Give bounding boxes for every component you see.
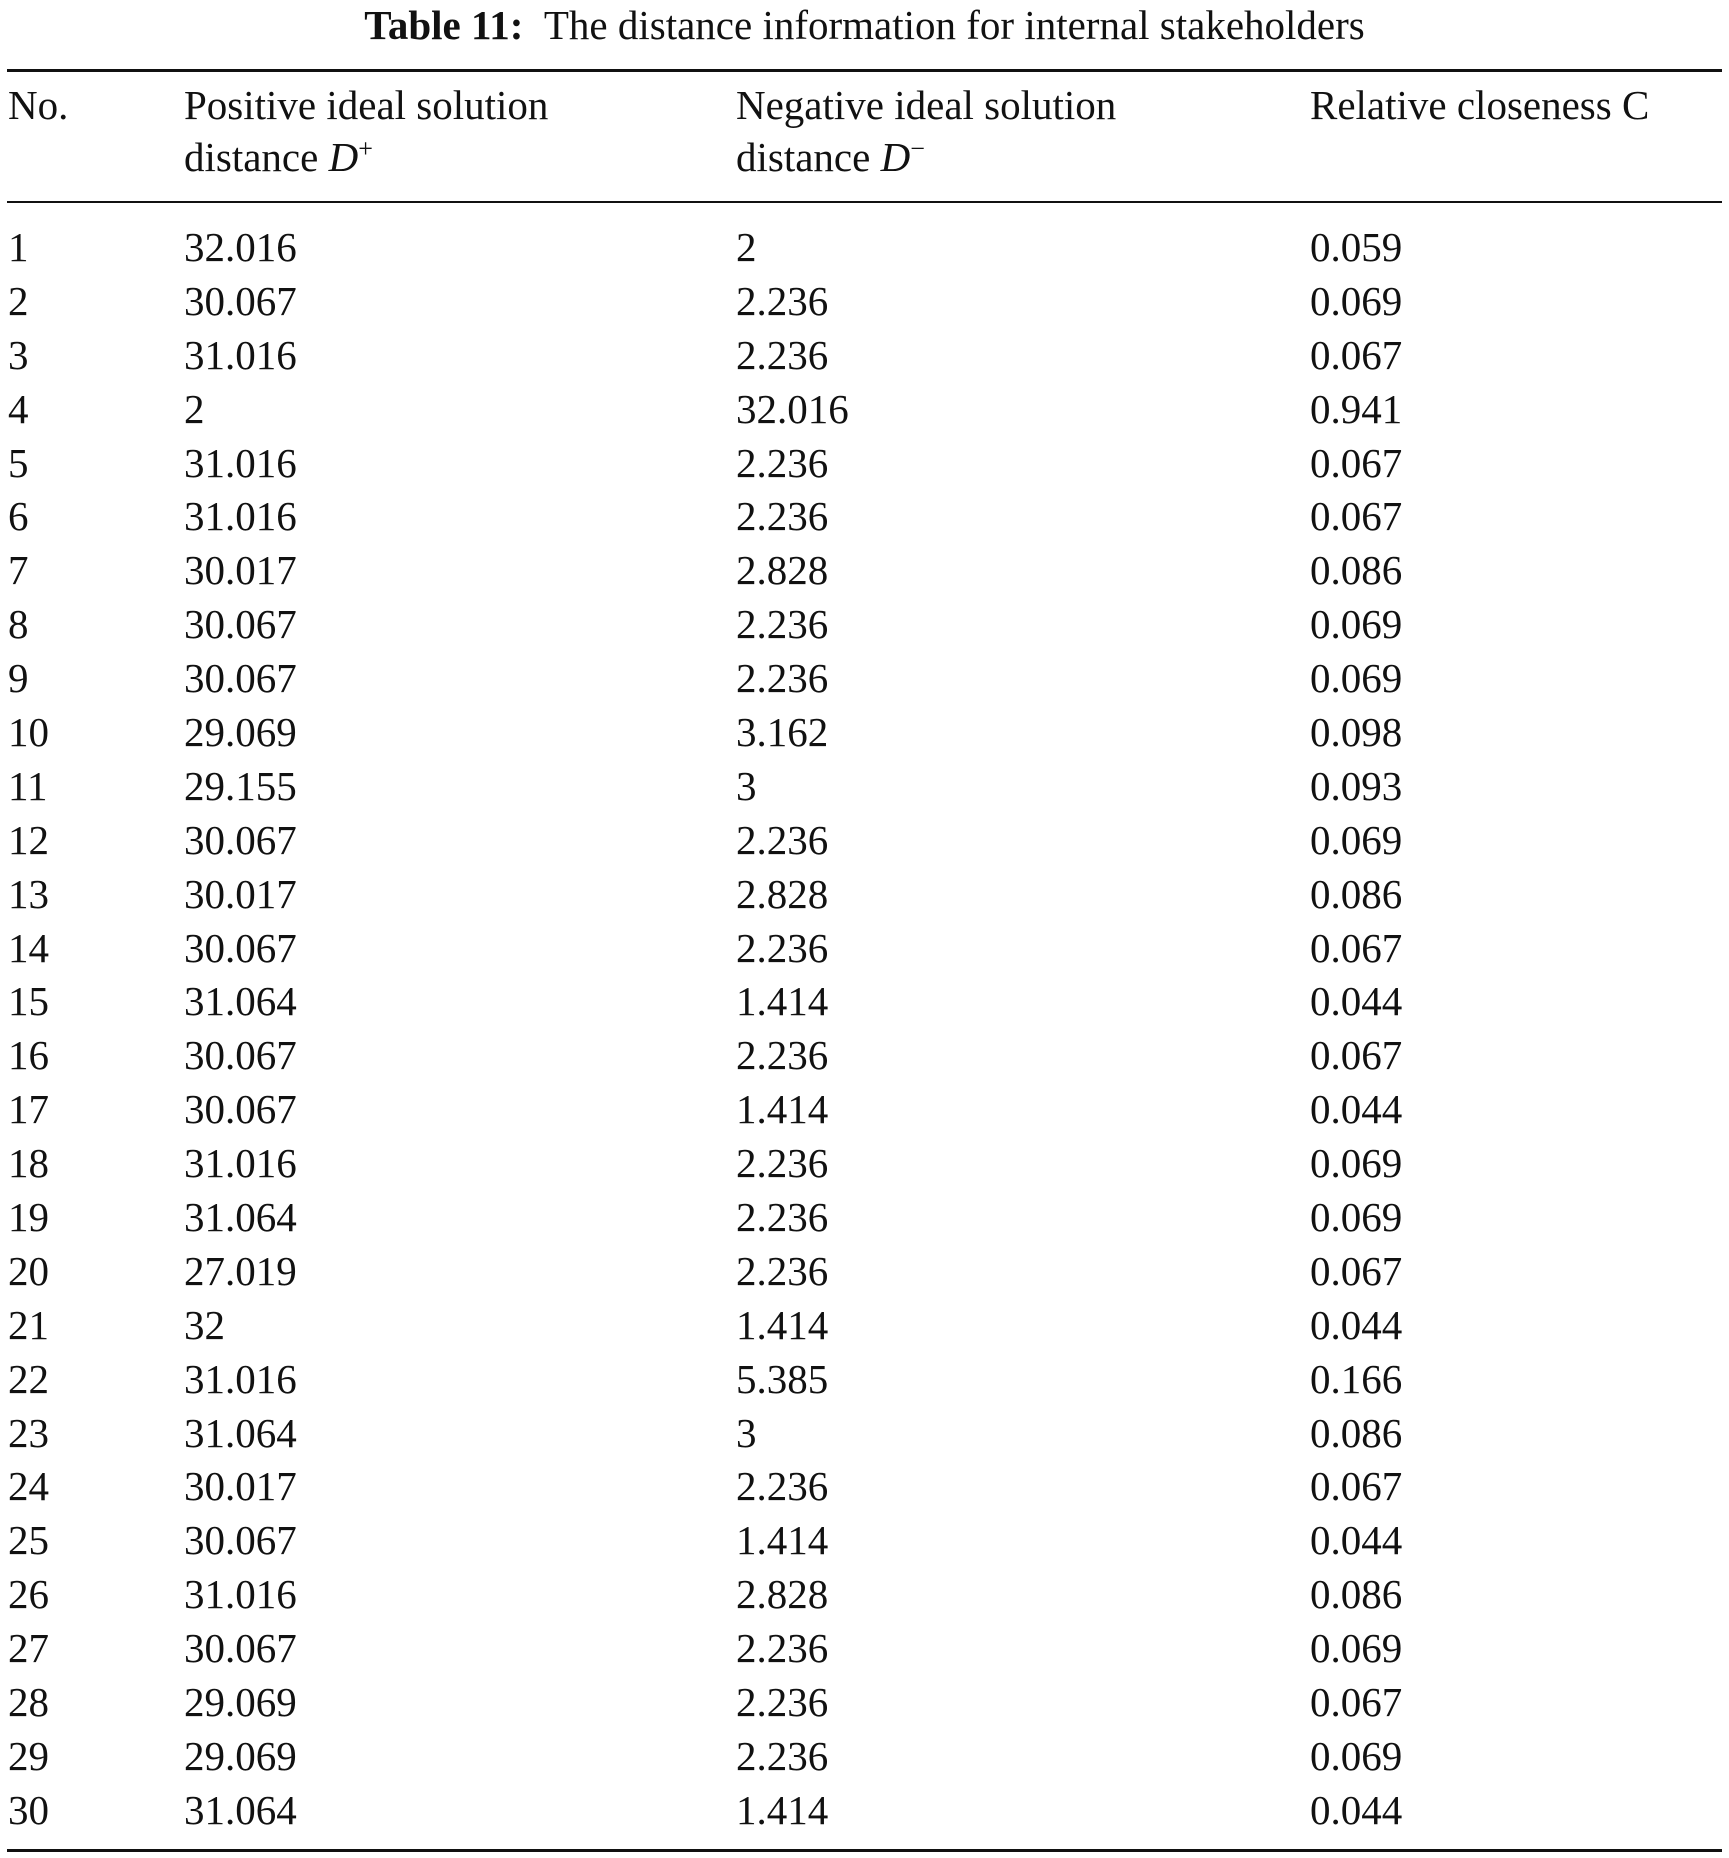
cell-relative-closeness: 0.067 bbox=[1310, 1032, 1403, 1079]
table-row bbox=[0, 651, 1729, 705]
cell-no: 12 bbox=[8, 816, 49, 863]
cell-positive-distance: 31.016 bbox=[184, 1571, 297, 1618]
cell-negative-distance: 2.828 bbox=[736, 1571, 829, 1618]
cell-positive-distance: 31.064 bbox=[184, 978, 297, 1025]
table-row bbox=[0, 543, 1729, 597]
cell-relative-closeness: 0.059 bbox=[1310, 224, 1403, 270]
cell-negative-distance: 2.236 bbox=[736, 493, 829, 540]
cell-relative-closeness: 0.067 bbox=[1310, 439, 1403, 486]
table-caption-text: The distance information for internal stakeholders bbox=[543, 2, 1365, 48]
cell-negative-distance: 2.236 bbox=[736, 924, 829, 971]
header-negative-line1: Negative ideal solution bbox=[736, 82, 1117, 128]
cell-no: 11 bbox=[8, 762, 48, 809]
cell-negative-distance: 2.236 bbox=[736, 816, 829, 863]
cell-negative-distance: 1.414 bbox=[736, 1301, 829, 1348]
cell-negative-distance: 2.236 bbox=[736, 1032, 829, 1079]
cell-relative-closeness: 0.069 bbox=[1310, 1194, 1403, 1241]
header-no: No. bbox=[8, 82, 69, 128]
cell-relative-closeness: 0.044 bbox=[1310, 978, 1403, 1025]
cell-relative-closeness: 0.069 bbox=[1310, 655, 1403, 702]
table-row bbox=[0, 489, 1729, 543]
cell-no: 21 bbox=[8, 1301, 49, 1348]
cell-relative-closeness: 0.069 bbox=[1310, 1625, 1403, 1672]
cell-positive-distance: 30.067 bbox=[184, 277, 297, 324]
cell-no: 3 bbox=[8, 331, 29, 378]
cell-relative-closeness: 0.067 bbox=[1310, 1247, 1403, 1294]
cell-relative-closeness: 0.069 bbox=[1310, 816, 1403, 863]
cell-no: 29 bbox=[8, 1732, 49, 1779]
cell-relative-closeness: 0.044 bbox=[1310, 1086, 1403, 1133]
table-row bbox=[0, 436, 1729, 490]
header-negative-line2: distance bbox=[736, 134, 881, 180]
header-positive-line2: distance bbox=[184, 134, 329, 180]
table-row bbox=[0, 759, 1729, 813]
cell-relative-closeness: 0.093 bbox=[1310, 762, 1403, 809]
table-row bbox=[0, 1082, 1729, 1136]
cell-no: 17 bbox=[8, 1086, 49, 1133]
cell-relative-closeness: 0.098 bbox=[1310, 709, 1403, 756]
cell-relative-closeness: 0.044 bbox=[1310, 1786, 1403, 1833]
cell-no: 9 bbox=[8, 655, 29, 702]
header-positive-sup: + bbox=[358, 134, 373, 163]
cell-no: 28 bbox=[8, 1679, 49, 1726]
cell-negative-distance: 2.236 bbox=[736, 1463, 829, 1510]
cell-no: 16 bbox=[8, 1032, 49, 1079]
cell-no: 30 bbox=[8, 1786, 49, 1833]
table-row bbox=[0, 1406, 1729, 1460]
cell-no: 13 bbox=[8, 870, 49, 917]
cell-no: 14 bbox=[8, 924, 49, 971]
cell-no: 27 bbox=[8, 1625, 49, 1672]
cell-positive-distance: 30.017 bbox=[184, 547, 297, 594]
table-row bbox=[0, 867, 1729, 921]
cell-negative-distance: 32.016 bbox=[736, 385, 849, 432]
cell-positive-distance: 29.155 bbox=[184, 762, 297, 809]
header-positive-symbol: D bbox=[328, 134, 359, 180]
cell-negative-distance: 1.414 bbox=[736, 978, 829, 1025]
table-row bbox=[0, 1513, 1729, 1567]
table-row bbox=[0, 813, 1729, 867]
cell-negative-distance: 3.162 bbox=[736, 709, 829, 756]
table-row bbox=[0, 1136, 1729, 1190]
table-row bbox=[0, 1028, 1729, 1082]
cell-positive-distance: 30.067 bbox=[184, 1032, 297, 1079]
header-negative-sup: − bbox=[910, 134, 925, 163]
table-row bbox=[0, 705, 1729, 759]
cell-no: 26 bbox=[8, 1571, 49, 1618]
cell-positive-distance: 30.017 bbox=[184, 870, 297, 917]
cell-positive-distance: 30.017 bbox=[184, 1463, 297, 1510]
cell-no: 8 bbox=[8, 601, 29, 648]
cell-positive-distance: 31.064 bbox=[184, 1786, 297, 1833]
cell-relative-closeness: 0.069 bbox=[1310, 1140, 1403, 1187]
cell-no: 5 bbox=[8, 439, 29, 486]
cell-positive-distance: 31.064 bbox=[184, 1409, 297, 1456]
cell-relative-closeness: 0.069 bbox=[1310, 1732, 1403, 1779]
cell-positive-distance: 30.067 bbox=[184, 1517, 297, 1564]
cell-negative-distance: 2.236 bbox=[736, 1625, 829, 1672]
cell-positive-distance: 30.067 bbox=[184, 924, 297, 971]
cell-positive-distance: 30.067 bbox=[184, 601, 297, 648]
header-negative-distance bbox=[736, 79, 1116, 183]
cell-positive-distance: 30.067 bbox=[184, 816, 297, 863]
cell-negative-distance: 2.236 bbox=[736, 1194, 829, 1241]
cell-positive-distance: 30.067 bbox=[184, 1086, 297, 1133]
table-row bbox=[0, 220, 1729, 274]
cell-negative-distance: 3 bbox=[736, 762, 757, 809]
cell-no: 6 bbox=[8, 493, 29, 540]
cell-negative-distance: 1.414 bbox=[736, 1086, 829, 1133]
cell-positive-distance: 31.016 bbox=[184, 439, 297, 486]
cell-negative-distance: 3 bbox=[736, 1409, 757, 1456]
cell-relative-closeness: 0.166 bbox=[1310, 1355, 1403, 1402]
cell-no: 10 bbox=[8, 709, 49, 756]
cell-positive-distance: 29.069 bbox=[184, 1732, 297, 1779]
table-row bbox=[0, 1567, 1729, 1621]
cell-no: 20 bbox=[8, 1247, 49, 1294]
cell-positive-distance: 32.016 bbox=[184, 224, 297, 270]
table-row bbox=[0, 1621, 1729, 1675]
table-row bbox=[0, 1783, 1729, 1837]
cell-no: 18 bbox=[8, 1140, 49, 1187]
cell-positive-distance: 29.069 bbox=[184, 709, 297, 756]
cell-no: 22 bbox=[8, 1355, 49, 1402]
cell-relative-closeness: 0.086 bbox=[1310, 870, 1403, 917]
cell-relative-closeness: 0.941 bbox=[1310, 385, 1403, 432]
table-bottom-rule bbox=[7, 1849, 1722, 1852]
table-row bbox=[0, 274, 1729, 328]
cell-negative-distance: 2.828 bbox=[736, 547, 829, 594]
cell-relative-closeness: 0.069 bbox=[1310, 601, 1403, 648]
cell-negative-distance: 2.236 bbox=[736, 1247, 829, 1294]
cell-negative-distance: 2.828 bbox=[736, 870, 829, 917]
table-header-rule bbox=[7, 201, 1722, 203]
cell-negative-distance: 2.236 bbox=[736, 601, 829, 648]
cell-relative-closeness: 0.044 bbox=[1310, 1517, 1403, 1564]
cell-relative-closeness: 0.067 bbox=[1310, 1679, 1403, 1726]
cell-no: 15 bbox=[8, 978, 49, 1025]
cell-positive-distance: 2 bbox=[184, 385, 205, 432]
cell-relative-closeness: 0.067 bbox=[1310, 331, 1403, 378]
cell-relative-closeness: 0.069 bbox=[1310, 277, 1403, 324]
cell-positive-distance: 30.067 bbox=[184, 1625, 297, 1672]
cell-relative-closeness: 0.044 bbox=[1310, 1301, 1403, 1348]
table-row bbox=[0, 1675, 1729, 1729]
cell-negative-distance: 1.414 bbox=[736, 1786, 829, 1833]
cell-positive-distance: 29.069 bbox=[184, 1679, 297, 1726]
cell-positive-distance: 31.016 bbox=[184, 493, 297, 540]
cell-negative-distance: 2.236 bbox=[736, 1679, 829, 1726]
cell-negative-distance: 2.236 bbox=[736, 655, 829, 702]
header-relative-closeness: Relative closeness C bbox=[1310, 82, 1650, 128]
cell-relative-closeness: 0.086 bbox=[1310, 1571, 1403, 1618]
table-row bbox=[0, 382, 1729, 436]
cell-negative-distance: 2 bbox=[736, 224, 757, 270]
cell-negative-distance: 2.236 bbox=[736, 1732, 829, 1779]
header-positive-line1: Positive ideal solution bbox=[184, 82, 549, 128]
table-top-rule bbox=[7, 69, 1722, 72]
cell-relative-closeness: 0.067 bbox=[1310, 1463, 1403, 1510]
table-row bbox=[0, 1190, 1729, 1244]
cell-positive-distance: 31.016 bbox=[184, 1140, 297, 1187]
cell-negative-distance: 2.236 bbox=[736, 439, 829, 486]
cell-positive-distance: 31.016 bbox=[184, 331, 297, 378]
cell-negative-distance: 2.236 bbox=[736, 331, 829, 378]
cell-positive-distance: 32 bbox=[184, 1301, 225, 1348]
cell-negative-distance: 2.236 bbox=[736, 277, 829, 324]
cell-relative-closeness: 0.086 bbox=[1310, 1409, 1403, 1456]
table-row bbox=[0, 1729, 1729, 1783]
table-caption bbox=[0, 0, 1729, 50]
cell-positive-distance: 30.067 bbox=[184, 655, 297, 702]
table-caption-label: Table 11: bbox=[364, 2, 524, 48]
cell-relative-closeness: 0.086 bbox=[1310, 547, 1403, 594]
cell-no: 7 bbox=[8, 547, 29, 594]
table-row bbox=[0, 1244, 1729, 1298]
header-positive-distance bbox=[184, 79, 548, 183]
cell-relative-closeness: 0.067 bbox=[1310, 493, 1403, 540]
cell-no: 2 bbox=[8, 277, 29, 324]
cell-no: 24 bbox=[8, 1463, 49, 1510]
cell-positive-distance: 31.016 bbox=[184, 1355, 297, 1402]
table-row bbox=[0, 921, 1729, 975]
table-body bbox=[0, 220, 1729, 1837]
cell-no: 25 bbox=[8, 1517, 49, 1564]
cell-positive-distance: 31.064 bbox=[184, 1194, 297, 1241]
table-row bbox=[0, 597, 1729, 651]
cell-no: 4 bbox=[8, 385, 29, 432]
table-row bbox=[0, 1459, 1729, 1513]
table-row bbox=[0, 1352, 1729, 1406]
cell-no: 1 bbox=[8, 224, 29, 270]
cell-no: 19 bbox=[8, 1194, 49, 1241]
table-row bbox=[0, 1298, 1729, 1352]
table-row bbox=[0, 974, 1729, 1028]
cell-negative-distance: 2.236 bbox=[736, 1140, 829, 1187]
cell-positive-distance: 27.019 bbox=[184, 1247, 297, 1294]
table-row bbox=[0, 328, 1729, 382]
cell-no: 23 bbox=[8, 1409, 49, 1456]
header-negative-symbol: D bbox=[880, 134, 911, 180]
cell-relative-closeness: 0.067 bbox=[1310, 924, 1403, 971]
cell-negative-distance: 1.414 bbox=[736, 1517, 829, 1564]
cell-negative-distance: 5.385 bbox=[736, 1355, 829, 1402]
